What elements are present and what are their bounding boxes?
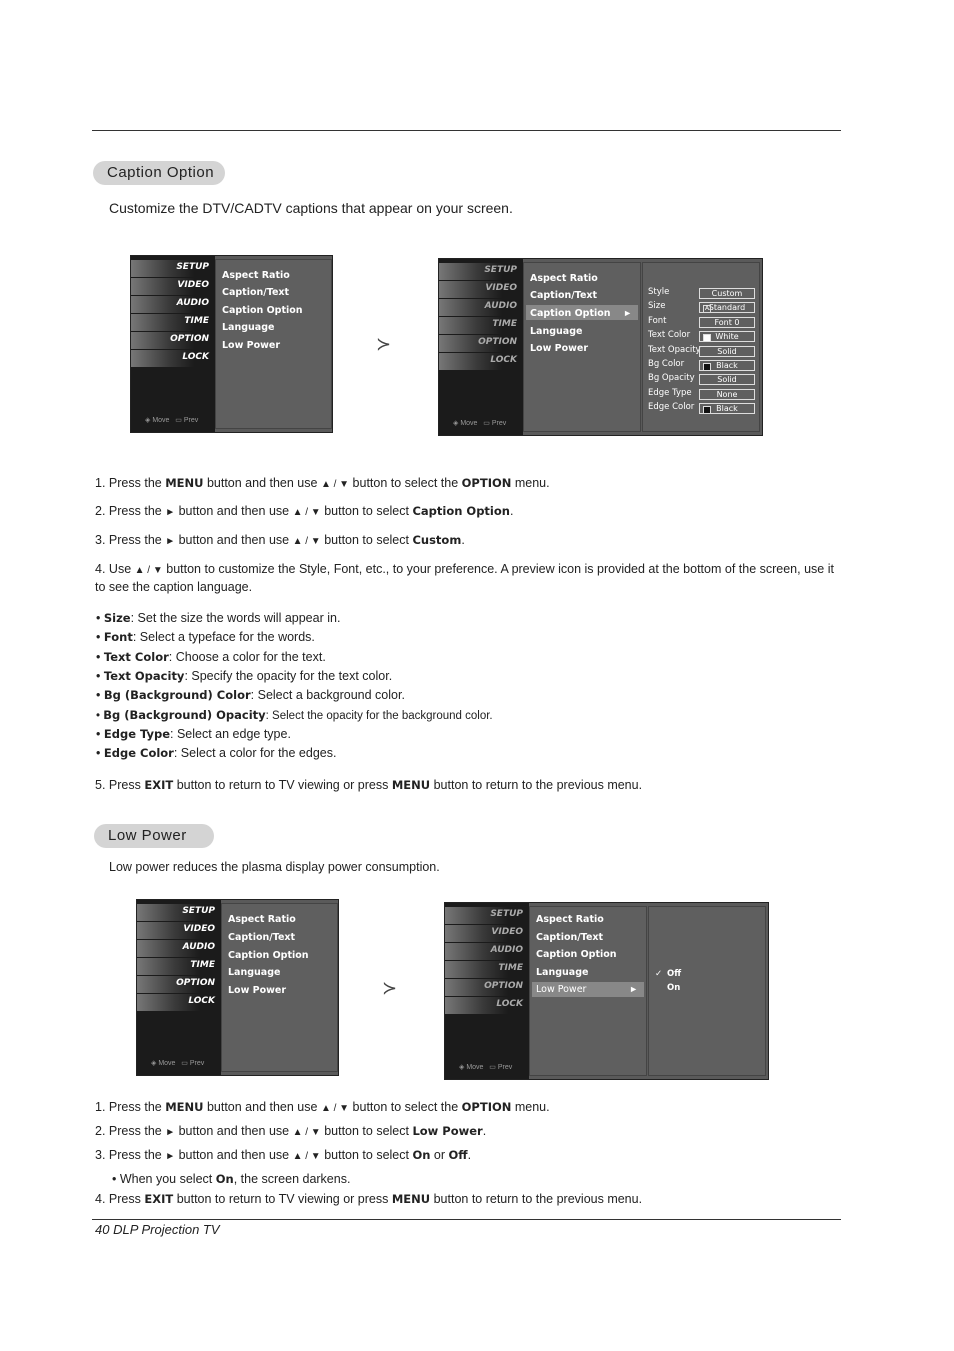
- caption-row-value-text: Custom: [711, 289, 743, 298]
- low-power-note: • When you select On, the screen darkens.: [112, 1172, 351, 1186]
- bullet-mark: •: [96, 630, 101, 645]
- caption-row-value-text: Solid: [717, 346, 737, 356]
- caption-step-1: 1. Press the MENU button and then use ▲ / ▼ button to select the OPTION menu.: [95, 476, 550, 490]
- sidebar-option: OPTION: [137, 976, 221, 993]
- caption-option-submenu: [642, 262, 760, 432]
- caption-step-5: 5. Press EXIT button to return to TV viewing or press MENU button to return to the previous menu.: [95, 778, 643, 792]
- caption-row-value-text: Black: [716, 361, 738, 370]
- menu-item-aspect-ratio: Aspect Ratio: [530, 273, 598, 284]
- menu-item-caption-text: Caption/Text: [222, 287, 290, 298]
- bullet-term: Bg (Background) Opacity: [103, 707, 266, 722]
- transition-arrow-icon: ≻: [382, 978, 398, 998]
- tv-menu-screen-1: [130, 255, 333, 433]
- caption-row-label: Font: [648, 315, 667, 326]
- menu-item-low-power: Low Power: [530, 343, 589, 354]
- caption-row-label: Style: [648, 287, 670, 297]
- low-power-step-2: 2. Press the ► button and then use ▲ / ▼ button to select Low Power.: [95, 1124, 487, 1138]
- menu-sidebar: [137, 900, 221, 1075]
- tv-menu-screen-3: [136, 899, 339, 1076]
- bullet-item: [96, 708, 493, 722]
- bullet-item: [96, 611, 340, 625]
- menu-item-caption-option: Caption Option: [530, 308, 611, 319]
- option-menu: [215, 259, 332, 429]
- sidebar-lock: LOCK: [137, 994, 221, 1011]
- sidebar-setup: SETUP: [445, 907, 529, 924]
- sidebar-lock: LOCK: [131, 350, 215, 367]
- bullet-mark: •: [96, 688, 101, 703]
- sidebar-time: TIME: [137, 958, 221, 975]
- bullet-mark: •: [96, 726, 101, 741]
- caption-row-value: [699, 346, 755, 357]
- sidebar-video: VIDEO: [439, 281, 523, 298]
- caption-option-heading: Caption Option: [93, 161, 225, 185]
- caption-row-value-text: Solid: [717, 375, 737, 385]
- page-footer: 40 DLP Projection TV: [95, 1222, 220, 1237]
- bullet-desc: : Select the opacity for the background color.: [265, 709, 493, 722]
- menu-item-caption-option: Caption Option: [536, 949, 617, 960]
- bullet-mark: •: [96, 649, 101, 664]
- tv-menu-screen-2: [438, 258, 763, 436]
- bullet-mark: •: [96, 709, 101, 722]
- caption-row-value-text: Font 0: [714, 317, 740, 327]
- bullet-desc: : Specify the opacity for the text color.: [184, 668, 393, 683]
- caption-row-value: [699, 317, 755, 328]
- sidebar-lock: LOCK: [445, 997, 529, 1014]
- option-menu: [221, 903, 338, 1072]
- sidebar-audio: AUDIO: [445, 943, 529, 960]
- menu-footer: ◈ Move ▭ Prev: [145, 417, 199, 424]
- caption-row-value-text: White: [715, 332, 739, 342]
- menu-footer: ◈ Move ▭ Prev: [453, 420, 507, 427]
- tv-menu-screen-4: [444, 902, 769, 1080]
- submenu-arrow-icon: ►: [623, 308, 632, 318]
- menu-item-aspect-ratio: Aspect Ratio: [222, 270, 290, 281]
- bullet-item: [96, 688, 405, 702]
- bullet-item: [96, 630, 315, 644]
- menu-item-caption-text: Caption/Text: [530, 290, 598, 301]
- color-swatch-icon: [703, 363, 711, 371]
- caption-row-label: Edge Color: [648, 402, 695, 413]
- bullet-item: [96, 746, 336, 760]
- caption-row-value: [699, 288, 755, 299]
- bullet-item: [96, 727, 291, 741]
- caption-row-value: [699, 403, 755, 414]
- bullet-term: Text Opacity: [103, 668, 185, 683]
- caption-step-4: 4. Use ▲ / ▼ button to customize the Style, Font, etc., to your preference. A preview icon is provided at the bottom of the screen, use it to see the caption language.: [95, 562, 834, 594]
- menu-item-language: Language: [530, 326, 583, 337]
- top-rule: [92, 130, 841, 131]
- menu-item-caption-text: Caption/Text: [228, 932, 296, 943]
- menu-item-low-power: Low Power: [536, 984, 587, 995]
- caption-row-value-text: Standard: [708, 303, 746, 313]
- bullet-mark: •: [96, 746, 101, 761]
- bullet-term: Font: [103, 630, 133, 645]
- sidebar-time: TIME: [439, 317, 523, 334]
- caption-row-value: [699, 389, 755, 400]
- caption-row-label: Bg Color: [648, 359, 685, 369]
- menu-item-caption-text: Caption/Text: [536, 932, 604, 943]
- sidebar-audio: AUDIO: [137, 940, 221, 957]
- low-power-intro: Low power reduces the plasma display power consumption.: [109, 860, 440, 874]
- sidebar-setup: SETUP: [439, 263, 523, 280]
- sidebar-option: OPTION: [131, 332, 215, 349]
- color-swatch-icon: [703, 406, 711, 414]
- option-on: On: [667, 983, 681, 993]
- sidebar-option: OPTION: [445, 979, 529, 996]
- sidebar-setup: SETUP: [131, 260, 215, 277]
- sidebar-video: VIDEO: [445, 925, 529, 942]
- color-swatch-icon: [703, 334, 711, 342]
- menu-item-low-power: Low Power: [228, 985, 287, 996]
- bullet-term: Size: [103, 611, 131, 625]
- low-power-step-4: 4. Press EXIT button to return to TV viewing or press MENU button to return to the previous menu.: [95, 1192, 643, 1206]
- caption-row-value: [699, 331, 755, 342]
- menu-sidebar: [439, 259, 523, 435]
- sidebar-setup: SETUP: [137, 904, 221, 921]
- bullet-term: Bg (Background) Color: [103, 688, 251, 703]
- sidebar-time: TIME: [445, 961, 529, 978]
- sidebar-lock: LOCK: [439, 353, 523, 370]
- check-icon: ✓: [655, 969, 663, 979]
- caption-row-label: Size: [648, 301, 666, 312]
- caption-row-value-text: None: [716, 389, 738, 399]
- caption-row-value: [699, 360, 755, 371]
- low-power-submenu: [648, 906, 766, 1076]
- menu-item-aspect-ratio: Aspect Ratio: [536, 914, 604, 925]
- bullet-item: [96, 669, 392, 683]
- sidebar-audio: AUDIO: [131, 296, 215, 313]
- bullet-desc: : Select a color for the edges.: [173, 746, 337, 761]
- menu-sidebar: [445, 903, 529, 1079]
- option-menu: [523, 262, 641, 432]
- bullet-term: Edge Color: [103, 746, 174, 761]
- menu-item-caption-option: Caption Option: [228, 950, 309, 961]
- sidebar-option: OPTION: [439, 335, 523, 352]
- bullet-desc: : Set the size the words will appear in.: [130, 611, 341, 625]
- sidebar-time: TIME: [131, 314, 215, 331]
- caption-row-label: Bg Opacity: [648, 373, 695, 384]
- menu-item-low-power: Low Power: [222, 340, 281, 351]
- option-off: Off: [667, 969, 682, 979]
- sidebar-video: VIDEO: [137, 922, 221, 939]
- option-menu: [529, 906, 647, 1076]
- submenu-arrow-icon: ►: [629, 984, 638, 994]
- caption-step-2: 2. Press the ► button and then use ▲ / ▼ button to select Caption Option.: [95, 504, 514, 518]
- low-power-step-3: 3. Press the ► button and then use ▲ / ▼ button to select On or Off.: [95, 1148, 472, 1162]
- low-power-heading: Low Power: [94, 824, 214, 848]
- caption-row-label: Text Opacity: [648, 344, 701, 355]
- bullet-desc: : Choose a color for the text.: [168, 649, 326, 664]
- bullet-term: Text Color: [103, 649, 169, 664]
- bullet-desc: : Select a background color.: [250, 688, 405, 703]
- bullet-desc: : Select a typeface for the words.: [132, 630, 315, 645]
- sidebar-audio: AUDIO: [439, 299, 523, 316]
- menu-item-language: Language: [536, 967, 589, 978]
- caption-option-intro: Customize the DTV/CADTV captions that appear on your screen.: [109, 200, 513, 216]
- menu-item-aspect-ratio: Aspect Ratio: [228, 914, 296, 925]
- menu-footer: ◈ Move ▭ Prev: [151, 1060, 205, 1067]
- bullet-desc: : Select an edge type.: [170, 726, 291, 741]
- transition-arrow-icon: ≻: [376, 334, 392, 354]
- menu-sidebar: [131, 256, 215, 432]
- menu-item-language: Language: [228, 967, 281, 978]
- caption-row-value-text: Black: [716, 404, 738, 414]
- bullet-item: [96, 650, 326, 664]
- bullet-term: Edge Type: [103, 726, 171, 741]
- menu-item-caption-option: Caption Option: [222, 305, 303, 316]
- caption-row-value: [699, 374, 755, 385]
- color-swatch-icon: A: [704, 305, 710, 313]
- bottom-rule: [92, 1219, 841, 1220]
- bullet-mark: •: [96, 611, 101, 625]
- caption-row-label: Edge Type: [648, 387, 692, 398]
- caption-step-3: 3. Press the ► button and then use ▲ / ▼ button to select Custom.: [95, 533, 465, 547]
- bullet-mark: •: [96, 668, 101, 683]
- low-power-step-1: 1. Press the MENU button and then use ▲ / ▼ button to select the OPTION menu.: [95, 1100, 550, 1114]
- sidebar-video: VIDEO: [131, 278, 215, 295]
- caption-row-label: Text Color: [648, 330, 691, 341]
- menu-footer: ◈ Move ▭ Prev: [459, 1064, 513, 1071]
- menu-item-language: Language: [222, 322, 275, 333]
- caption-row-value: [699, 302, 755, 313]
